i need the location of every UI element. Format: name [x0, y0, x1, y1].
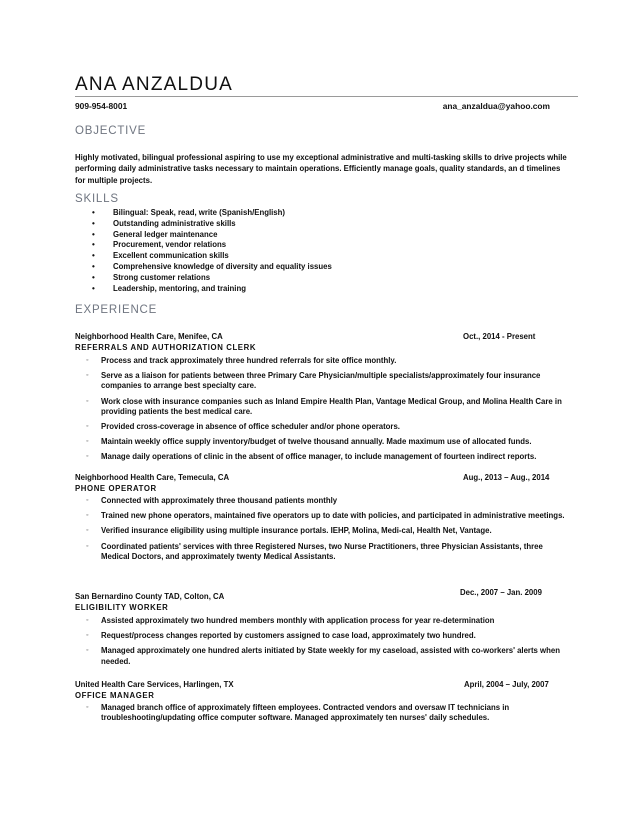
job-bullets [75, 703, 567, 728]
job-dates: Oct., 2014 - Present [463, 332, 536, 341]
contact-line [75, 101, 550, 111]
header-divider [75, 96, 578, 97]
job-bullet: ◦ Provided cross-coverage in absence of office scheduler and/or phone operators. [75, 422, 567, 432]
job-bullet: ◦ Assisted approximately two hundred members monthly with application process for year re-determination [75, 616, 567, 626]
job-bullet: ◦ Connected with approximately three thousand patients monthly [75, 496, 567, 506]
job-bullet: ◦ Coordinated patients' services with three Registered Nurses, two Nurse Practitioners, three Physician Assistants, three Medical Doctors, and approximately twenty Medical Assistants. [75, 542, 567, 562]
job-dates: Aug., 2013 – Aug., 2014 [463, 473, 550, 482]
job-bullet: ◦ Serve as a liaison for patients between three Primary Care Physician/multiple specialists/approximately four insurance companies to arrange best specialty care. [75, 371, 567, 391]
job-employer: Neighborhood Health Care, Temecula, CA [75, 473, 230, 482]
candidate-name: ANA ANZALDUA [75, 74, 234, 95]
skill-item: • Procurement, vendor relations [92, 240, 332, 251]
job-bullet: ◦ Request/process changes reported by customers assigned to case load, approximately two hundred. [75, 631, 567, 641]
skill-item: • Leadership, mentoring, and training [92, 284, 332, 295]
objective-heading: OBJECTIVE [75, 125, 147, 137]
job-title: OFFICE MANAGER [75, 691, 155, 700]
job-employer: Neighborhood Health Care, Menifee, CA [75, 332, 223, 341]
objective-text: Highly motivated, bilingual professional aspiring to use my exceptional administrative and multi-tasking skills to drive projects while performing daily administrative tasks necessary to maintain operations. Efficiently manage goals, quality standards, an d timelines for multiple projects. [75, 153, 567, 185]
job-title: PHONE OPERATOR [75, 484, 157, 493]
skill-item: • Bilingual: Speak, read, write (Spanish/English) [92, 208, 332, 219]
email-address: ana_anzaldua@yahoo.com [442, 101, 550, 111]
experience-heading: EXPERIENCE [75, 304, 158, 316]
job-bullet: ◦ Trained new phone operators, maintained five operators up to date with policies, and participated in administrative meetings. [75, 511, 567, 521]
skill-item: • General ledger maintenance [92, 230, 332, 241]
job-bullet: ◦ Managed approximately one hundred alerts initiated by State weekly for my caseload, assisted with co-workers' alerts when needed. [75, 646, 567, 666]
phone-number: 909-954-8001 [75, 101, 128, 111]
job-title: ELIGIBILITY WORKER [75, 603, 169, 612]
skill-item: • Strong customer relations [92, 273, 332, 284]
skill-item: • Comprehensive knowledge of diversity and equality issues [92, 262, 332, 273]
skills-heading: SKILLS [75, 193, 119, 205]
job-bullet: ◦ Manage daily operations of clinic in the absent of office manager, to include management of fourteen indirect reports. [75, 452, 567, 462]
job-bullet: ◦ Managed branch office of approximately fifteen employees. Contracted vendors and oversaw IT technicians in troubleshooting/updating office computer software. Managed approximately ten nurses' daily schedules. [75, 703, 567, 723]
skills-list [92, 208, 332, 294]
skill-item: • Excellent communication skills [92, 251, 332, 262]
job-employer: San Bernardino County TAD, Colton, CA [75, 592, 225, 601]
job-bullet: ◦ Work close with insurance companies such as Inland Empire Health Plan, Vantage Medical Group, and Molina Health Care in providing patients the best medical care. [75, 397, 567, 417]
job-bullet: ◦ Maintain weekly office supply inventory/budget of twelve thousand annually. Made maximum use of allocated funds. [75, 437, 567, 447]
job-title: REFERRALS AND AUTHORIZATION CLERK [75, 343, 257, 352]
skill-item: • Outstanding administrative skills [92, 219, 332, 230]
job-dates: Dec., 2007 – Jan. 2009 [460, 588, 542, 597]
job-employer: United Health Care Services, Harlingen, TX [75, 680, 234, 689]
job-bullet: ◦ Verified insurance eligibility using multiple insurance portals. IEHP, Molina, Medi-cal, Health Net, Vantage. [75, 526, 567, 536]
job-bullets [75, 496, 567, 567]
job-bullet: ◦ Process and track approximately three hundred referrals for site office monthly. [75, 356, 567, 366]
job-bullets [75, 616, 567, 672]
job-dates: April, 2004 – July, 2007 [464, 680, 549, 689]
job-bullets [75, 356, 567, 468]
